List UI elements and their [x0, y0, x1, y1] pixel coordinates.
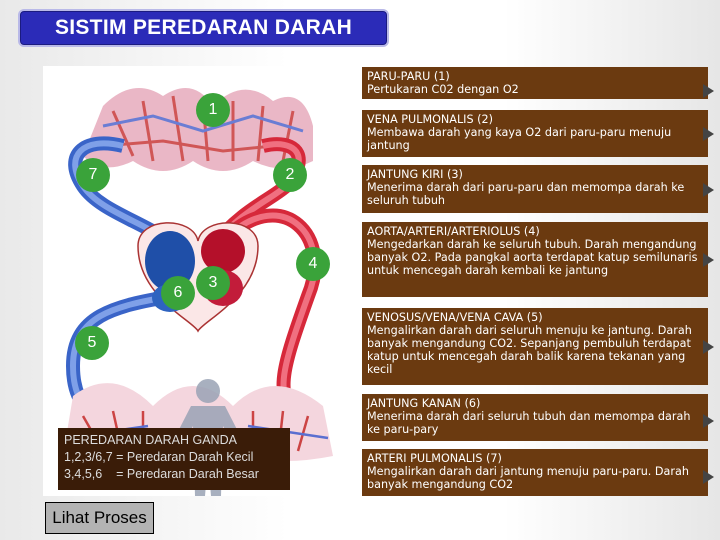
- info-text: Menerima darah dari seluruh tubuh dan memompa darah ke paru-pary: [367, 410, 691, 436]
- label-3[interactable]: 3: [196, 266, 230, 300]
- info-text: Pertukaran C02 dengan O2: [367, 83, 519, 96]
- info-text: Mengalirkan darah dari seluruh menuju ke jantung. Darah banyak mengandung CO2. Sepanjang pembuluh terdapat katup untuk mencegah darah balik karena tekanan yang kecil: [367, 324, 692, 376]
- info-jantung-kanan: [362, 394, 708, 441]
- bullet-arrow-icon: [703, 253, 714, 267]
- info-heading: VENA PULMONALIS (2): [367, 113, 493, 126]
- label-7[interactable]: 7: [76, 158, 110, 192]
- info-venosus: [362, 308, 708, 385]
- info-heading: JANTUNG KANAN (6): [367, 397, 481, 410]
- info-text: Membawa darah yang kaya O2 dari paru-paru menuju jantung: [367, 126, 672, 152]
- label-4[interactable]: 4: [296, 247, 330, 281]
- info-heading: AORTA/ARTERI/ARTERIOLUS (4): [367, 225, 540, 238]
- info-vena-pulmonalis: [362, 110, 708, 157]
- label-2[interactable]: 2: [273, 158, 307, 192]
- legend-title: PEREDARAN DARAH GANDA: [64, 433, 237, 447]
- bullet-arrow-icon: [703, 470, 714, 484]
- info-arteri-pulmonalis: [362, 449, 708, 496]
- lihat-proses-button[interactable]: Lihat Proses: [45, 502, 154, 534]
- legend-box: [58, 428, 290, 490]
- info-text: Menerima darah dari paru-paru dan memompa darah ke seluruh tubuh: [367, 181, 685, 207]
- legend-line-large: 3,4,5,6 = Peredaran Darah Besar: [64, 467, 259, 481]
- info-paru-paru: [362, 67, 708, 99]
- bullet-arrow-icon: [703, 340, 714, 354]
- info-jantung-kiri: [362, 165, 708, 213]
- info-heading: JANTUNG KIRI (3): [367, 168, 463, 181]
- info-text: Mengalirkan darah dari jantung menuju paru-paru. Darah banyak mengandung CO2: [367, 465, 689, 491]
- legend-line-small: 1,2,3/6,7 = Peredaran Darah Kecil: [64, 450, 254, 464]
- label-6[interactable]: 6: [161, 276, 195, 310]
- info-heading: PARU-PARU (1): [367, 70, 450, 83]
- bullet-arrow-icon: [703, 84, 714, 98]
- label-1[interactable]: 1: [196, 93, 230, 127]
- info-aorta: [362, 222, 708, 297]
- bullet-arrow-icon: [703, 127, 714, 141]
- info-text: Mengedarkan darah ke seluruh tubuh. Darah mengandung banyak O2. Pada pangkal aorta terdapat katup semilunaris untuk mencegah darah kembali ke jantung: [367, 238, 698, 277]
- page-title: SISTIM PEREDARAN DARAH: [18, 9, 389, 47]
- label-5[interactable]: 5: [75, 326, 109, 360]
- bullet-arrow-icon: [703, 414, 714, 428]
- info-heading: ARTERI PULMONALIS (7): [367, 452, 502, 465]
- bullet-arrow-icon: [703, 183, 714, 197]
- info-heading: VENOSUS/VENA/VENA CAVA (5): [367, 311, 543, 324]
